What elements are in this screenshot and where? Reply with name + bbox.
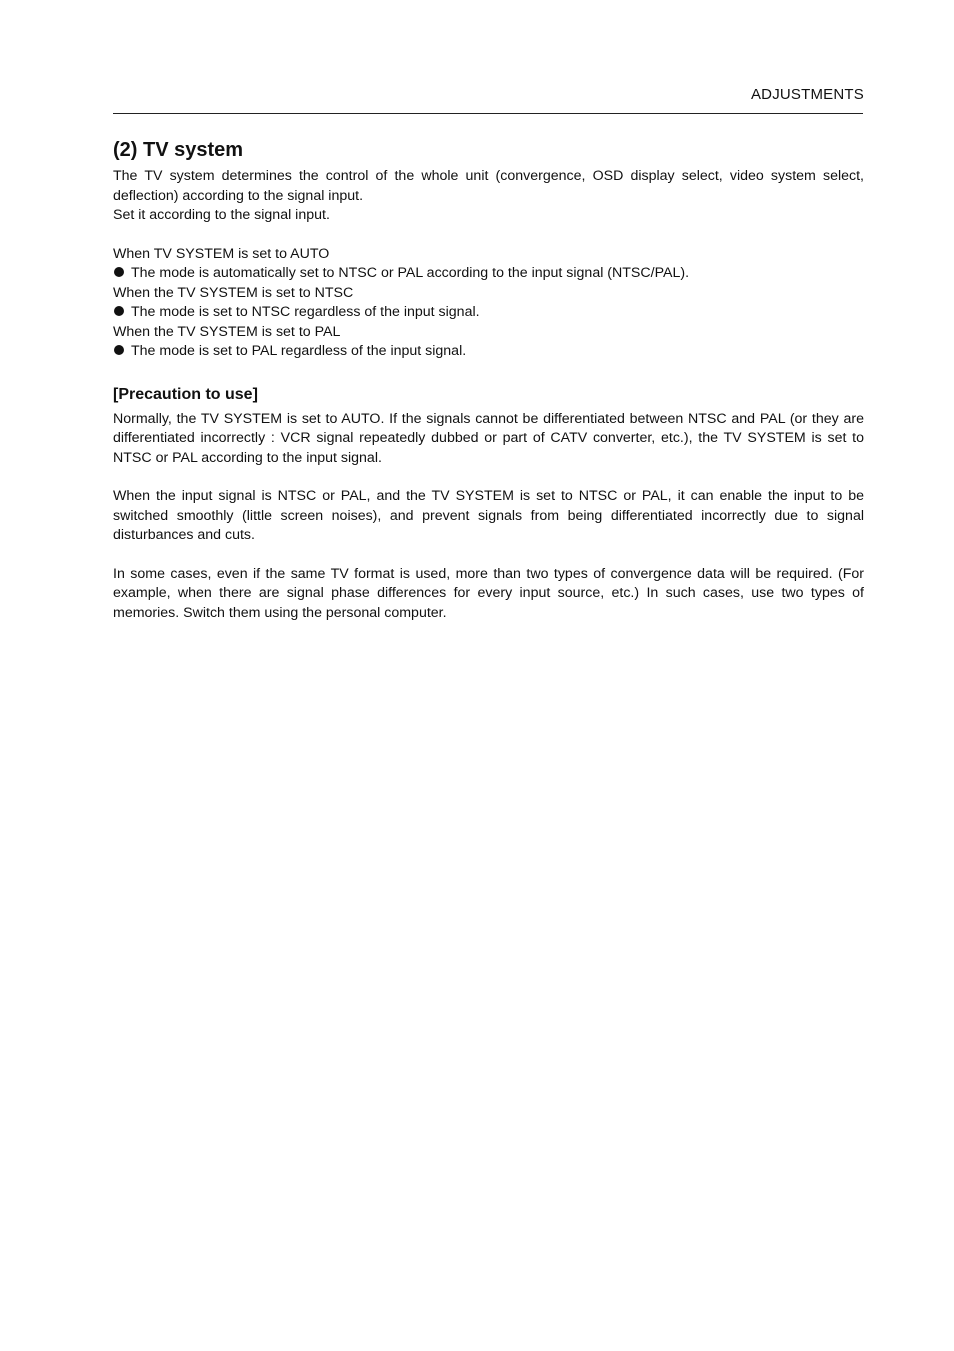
mode-bullet-text: The mode is set to NTSC regardless of the input signal. [131,304,480,320]
mode-condition: When the TV SYSTEM is set to PAL [113,323,341,340]
header-rule [113,113,863,114]
mode-list [113,245,864,362]
mode-bullet-text: The mode is automatically set to NTSC or PAL according to the input signal (NTSC/PAL). [131,265,690,281]
mode-condition: When the TV SYSTEM is set to NTSC [113,284,354,301]
spacer [113,546,864,565]
mode-bullet-text: The mode is set to PAL regardless of the input signal. [131,343,467,359]
precaution-paragraph: When the input signal is NTSC or PAL, and the TV SYSTEM is set to NTSC or PAL, it can enable the input to be switched smoothly (little screen noises), and prevent signals from being differentiated incorrectly due to signal disturbances and cuts. [113,488,864,543]
precaution-paragraph: In some cases, even if the same TV format is used, more than two types of convergence data will be required. (For example, when there are signal phase differences for every input source, etc.) In such cases, use two types of memories. Switch them using the personal computer. [113,565,864,621]
bullet-icon [114,345,124,355]
intro-paragraph: The TV system determines the control of the whole unit (convergence, OSD display select, video system select, deflection) according to the signal input. [113,168,864,204]
list-item [113,303,864,323]
spacer [113,226,864,245]
running-header: ADJUSTMENTS [750,86,864,103]
mode-condition: When TV SYSTEM is set to AUTO [113,245,330,262]
intro-paragraph: Set it according to the signal input. [113,207,330,223]
content [113,137,864,623]
bullet-icon [114,306,124,316]
list-item [113,264,864,284]
precaution-paragraph: Normally, the TV SYSTEM is set to AUTO. If the signals cannot be differentiated between NTSC and PAL (or they are differentiated incorrectly : VCR signal repeatedly dubbed or part of CATV converter, etc.), the TV SYSTEM is set to NTSC or PAL according to the input signal. [113,410,864,466]
list-item [113,342,864,362]
bullet-icon [114,267,124,277]
spacer [113,468,864,487]
section-title: (2) TV system [113,139,244,161]
subsection-title: [Precaution to use] [113,385,258,403]
